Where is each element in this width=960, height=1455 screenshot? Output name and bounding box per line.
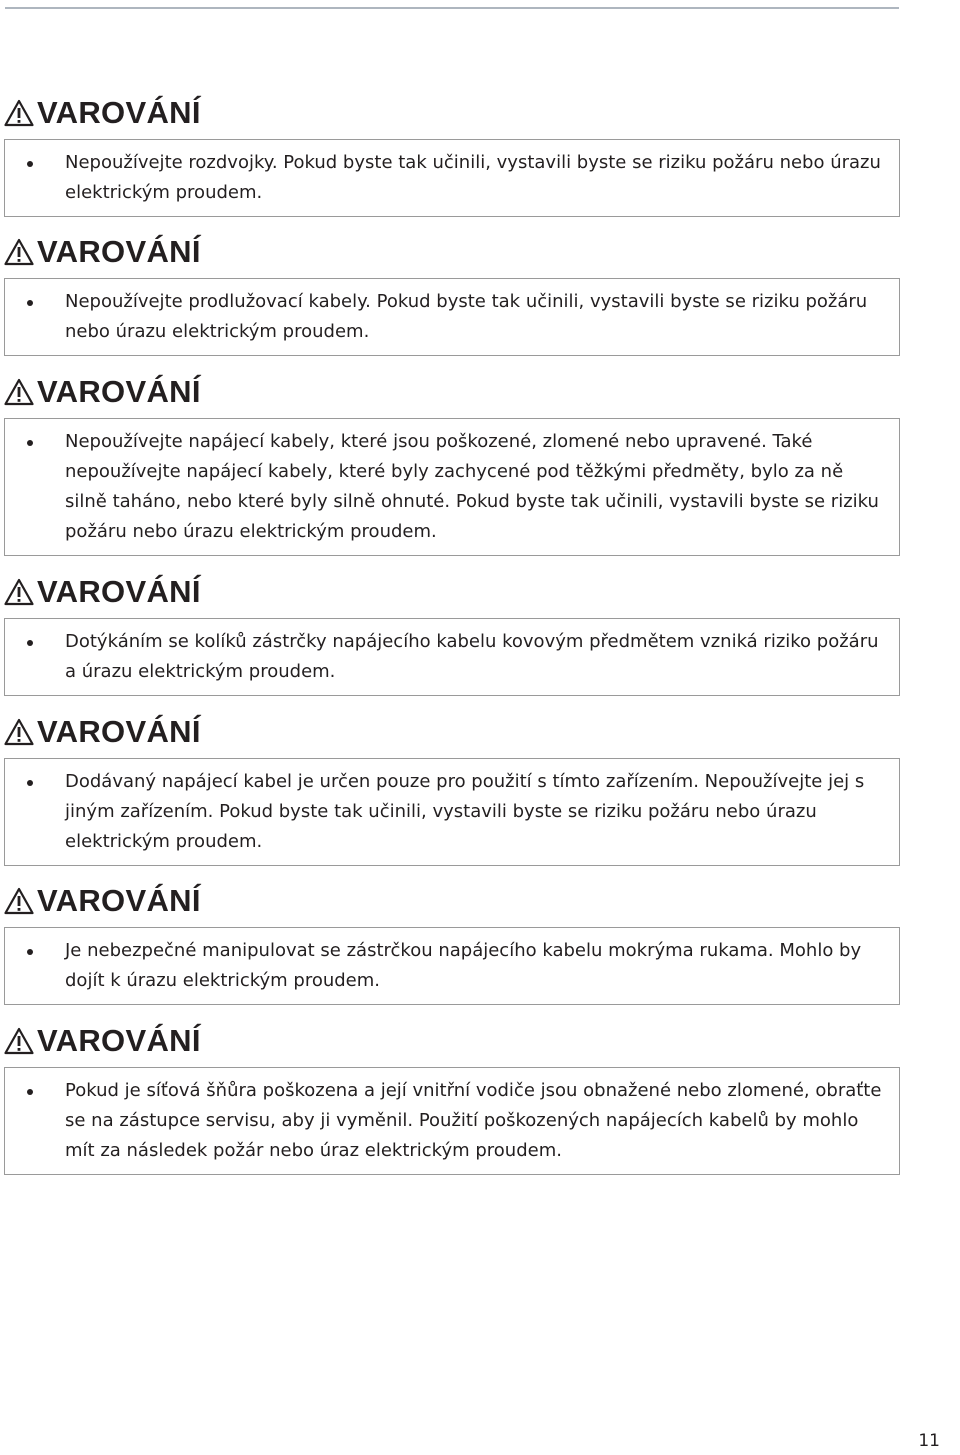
bullet-item: [27, 1076, 885, 1166]
warning-block: [4, 883, 900, 1005]
bullet-dot: [27, 300, 33, 306]
warning-triangle-icon: [4, 1027, 34, 1055]
warning-heading: [4, 95, 900, 131]
bullet-item: [27, 427, 885, 547]
top-rule: [5, 7, 899, 9]
warning-block: [4, 234, 900, 356]
bullet-dot: [27, 161, 33, 167]
warning-heading: [4, 574, 900, 610]
bullet-item: [27, 148, 885, 208]
warning-heading: [4, 374, 900, 410]
warning-text: Nepoužívejte rozdvojky. Pokud byste tak učinili, vystavili byste se riziku požáru nebo úrazu elektrickým proudem.: [65, 152, 881, 203]
warning-title: VAROVÁNÍ: [37, 234, 201, 269]
warning-block: [4, 374, 900, 556]
warning-text: Nepoužívejte napájecí kabely, které jsou poškozené, zlomené nebo upravené. Také nepoužívejte napájecí kabely, které byly zachycené pod těžkými předměty, bylo za ně silně taháno, nebo které byly silně ohnuté. Pokud byste tak učinili, vystavili byste se riziku požáru nebo úrazu elektrickým proudem.: [65, 431, 879, 542]
warning-text: Dotýkáním se kolíků zástrčky napájecího kabelu kovovým předmětem vzniká riziko požáru a úrazu elektrickým proudem.: [65, 631, 879, 682]
warning-triangle-icon: [4, 887, 34, 915]
page-number: 11: [918, 1431, 940, 1451]
bullet-dot: [27, 640, 33, 646]
warning-block: [4, 1023, 900, 1175]
warning-box: [4, 618, 900, 696]
bullet-dot: [27, 1089, 33, 1095]
warning-heading: [4, 714, 900, 750]
warning-text: Pokud je síťová šňůra poškozena a její vnitřní vodiče jsou obnažené nebo zlomené, obraťte se na zástupce servisu, aby ji vyměnil. Použití poškozených napájecích kabelů by mohlo mít za následek požár nebo úraz elektrickým proudem.: [65, 1080, 882, 1161]
bullet-item: [27, 287, 885, 347]
warning-triangle-icon: [4, 378, 34, 406]
warning-triangle-icon: [4, 238, 34, 266]
warning-heading: [4, 883, 900, 919]
bullet-item: [27, 936, 885, 996]
warning-block: [4, 95, 900, 217]
warning-text: Dodávaný napájecí kabel je určen pouze pro použití s tímto zařízením. Nepoužívejte jej s jiným zařízením. Pokud byste tak učinili, vystavili byste se riziku požáru nebo úrazu elektrickým proudem.: [65, 771, 865, 852]
warning-triangle-icon: [4, 99, 34, 127]
warning-box: [4, 139, 900, 217]
warning-box: [4, 758, 900, 866]
warning-title: VAROVÁNÍ: [37, 374, 201, 409]
warning-block: [4, 574, 900, 696]
warning-title: VAROVÁNÍ: [37, 574, 201, 609]
warning-text: Nepoužívejte prodlužovací kabely. Pokud byste tak učinili, vystavili byste se riziku požáru nebo úrazu elektrickým proudem.: [65, 291, 868, 342]
warning-block: [4, 714, 900, 866]
warning-box: [4, 278, 900, 356]
warning-triangle-icon: [4, 578, 34, 606]
warning-text: Je nebezpečné manipulovat se zástrčkou napájecího kabelu mokrýma rukama. Mohlo by dojít k úrazu elektrickým proudem.: [65, 940, 862, 991]
bullet-dot: [27, 949, 33, 955]
warning-triangle-icon: [4, 718, 34, 746]
bullet-dot: [27, 780, 33, 786]
warning-title: VAROVÁNÍ: [37, 95, 201, 130]
warning-heading: [4, 1023, 900, 1059]
bullet-dot: [27, 440, 33, 446]
warning-box: [4, 927, 900, 1005]
warning-title: VAROVÁNÍ: [37, 883, 201, 918]
warning-box: [4, 418, 900, 556]
warning-heading: [4, 234, 900, 270]
bullet-item: [27, 627, 885, 687]
warning-box: [4, 1067, 900, 1175]
warning-title: VAROVÁNÍ: [37, 1023, 201, 1058]
bullet-item: [27, 767, 885, 857]
warning-title: VAROVÁNÍ: [37, 714, 201, 749]
